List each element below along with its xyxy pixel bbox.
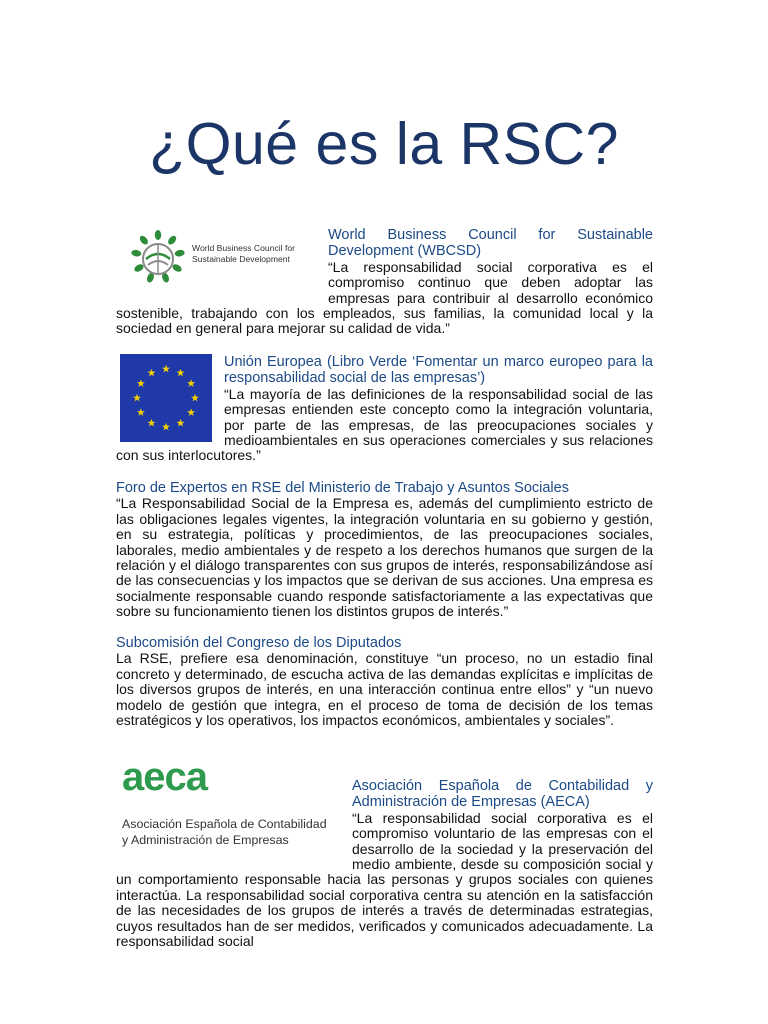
wbcsd-globe-icon (130, 229, 186, 285)
aeca-wordmark: aeca (122, 755, 207, 799)
section-heading: Subcomisión del Congreso de los Diputados (116, 635, 402, 651)
section-heading: Asociación Española de Contabilidad y Administración de Empresas (AECA) (352, 778, 653, 811)
section-heading: World Business Council for Sustainable Development (WBCSD) (328, 227, 653, 260)
section-body: La RSE, prefiere esa denominación, constituye “un proceso, no un estadio final concreto y determinado, de escucha activa de las demandas explícitas e implícitas de los diversos grupos de interés, en una interacción continua entre ellos” y “un nuevo modelo de gestión que integra, en el proceso de toma de decisión de los temas estratégicos y los operativos, los impactos económicos, ambientales y sociales”. (116, 650, 653, 729)
aeca-logo (120, 755, 340, 854)
section-congreso (116, 635, 653, 728)
section-heading: Unión Europea (Libro Verde ‘Fomentar un marco europeo para la responsabilidad social de las empresas’) (224, 354, 653, 387)
aeca-logo-line1: Asociación Española de Contabilidad (122, 817, 327, 831)
section-body: “La responsabilidad social corporativa es el compromiso continuo que deben adoptar las empresas para contribuir al desarrollo económico sostenible, trabajando con los empleados, sus familias, la comunidad local y la sociedad en general para mejorar su calidad de vida.” (116, 258, 653, 337)
wbcsd-logo-text (192, 243, 295, 265)
section-foro (116, 480, 653, 620)
section-eu (116, 354, 653, 464)
section-body: “La responsabilidad social corporativa es el compromiso voluntario de las empresas con el desarrollo de la sociedad y la preservación del medio ambiente, desde su composición social y un comportamiento responsable hacia las personas y grupos sociales con quienes interactúa. La responsabilidad social corporativa centra su atención en la satisfacción de las necesidades de los grupos de interés a través de determinadas estrategias, cuyos resultados han de ser medidos, verificados y comunicados adecuadamente. La responsabilidad social (116, 809, 653, 950)
aeca-logo-text (122, 816, 327, 848)
page-title: ¿Qué es la RSC? (149, 111, 619, 177)
wbcsd-logo-line2: Sustainable Development (192, 254, 290, 264)
section-aeca (116, 755, 653, 950)
wbcsd-logo-line1: World Business Council for (192, 243, 296, 253)
wbcsd-logo (130, 229, 316, 287)
section-heading: Foro de Expertos en RSE del Ministerio de Trabajo y Asuntos Sociales (116, 480, 569, 496)
aeca-logo-line2: y Administración de Empresas (122, 833, 289, 847)
section-wbcsd (116, 227, 653, 337)
eu-flag-icon (120, 354, 212, 442)
section-body: “La Responsabilidad Social de la Empresa es, además del cumplimiento estricto de las obligaciones legales vigentes, la integración voluntaria en su gobierno y gestión, en su estrategia, políticas y procedimientos, de las preocupaciones sociales, laborales, medio ambientales y de respeto a los derechos humanos que surgen de la relación y el diálogo transparentes con sus grupos de interés, responsabilizándose así de las consecuencias y los impactos que se derivan de sus acciones. Una empresa es socialmente responsable cuando responde satisfactoriamente a las expectativas que sobre su funcionamiento tienen los distintos grupos de interés.” (116, 495, 653, 620)
section-body: “La mayoría de las definiciones de la responsabilidad social de las empresas entienden este concepto como la integración voluntaria, por parte de las empresas, de las preocupaciones sociales y medioambientales en sus operaciones comerciales y sus relaciones con sus interlocutores.” (116, 385, 653, 464)
